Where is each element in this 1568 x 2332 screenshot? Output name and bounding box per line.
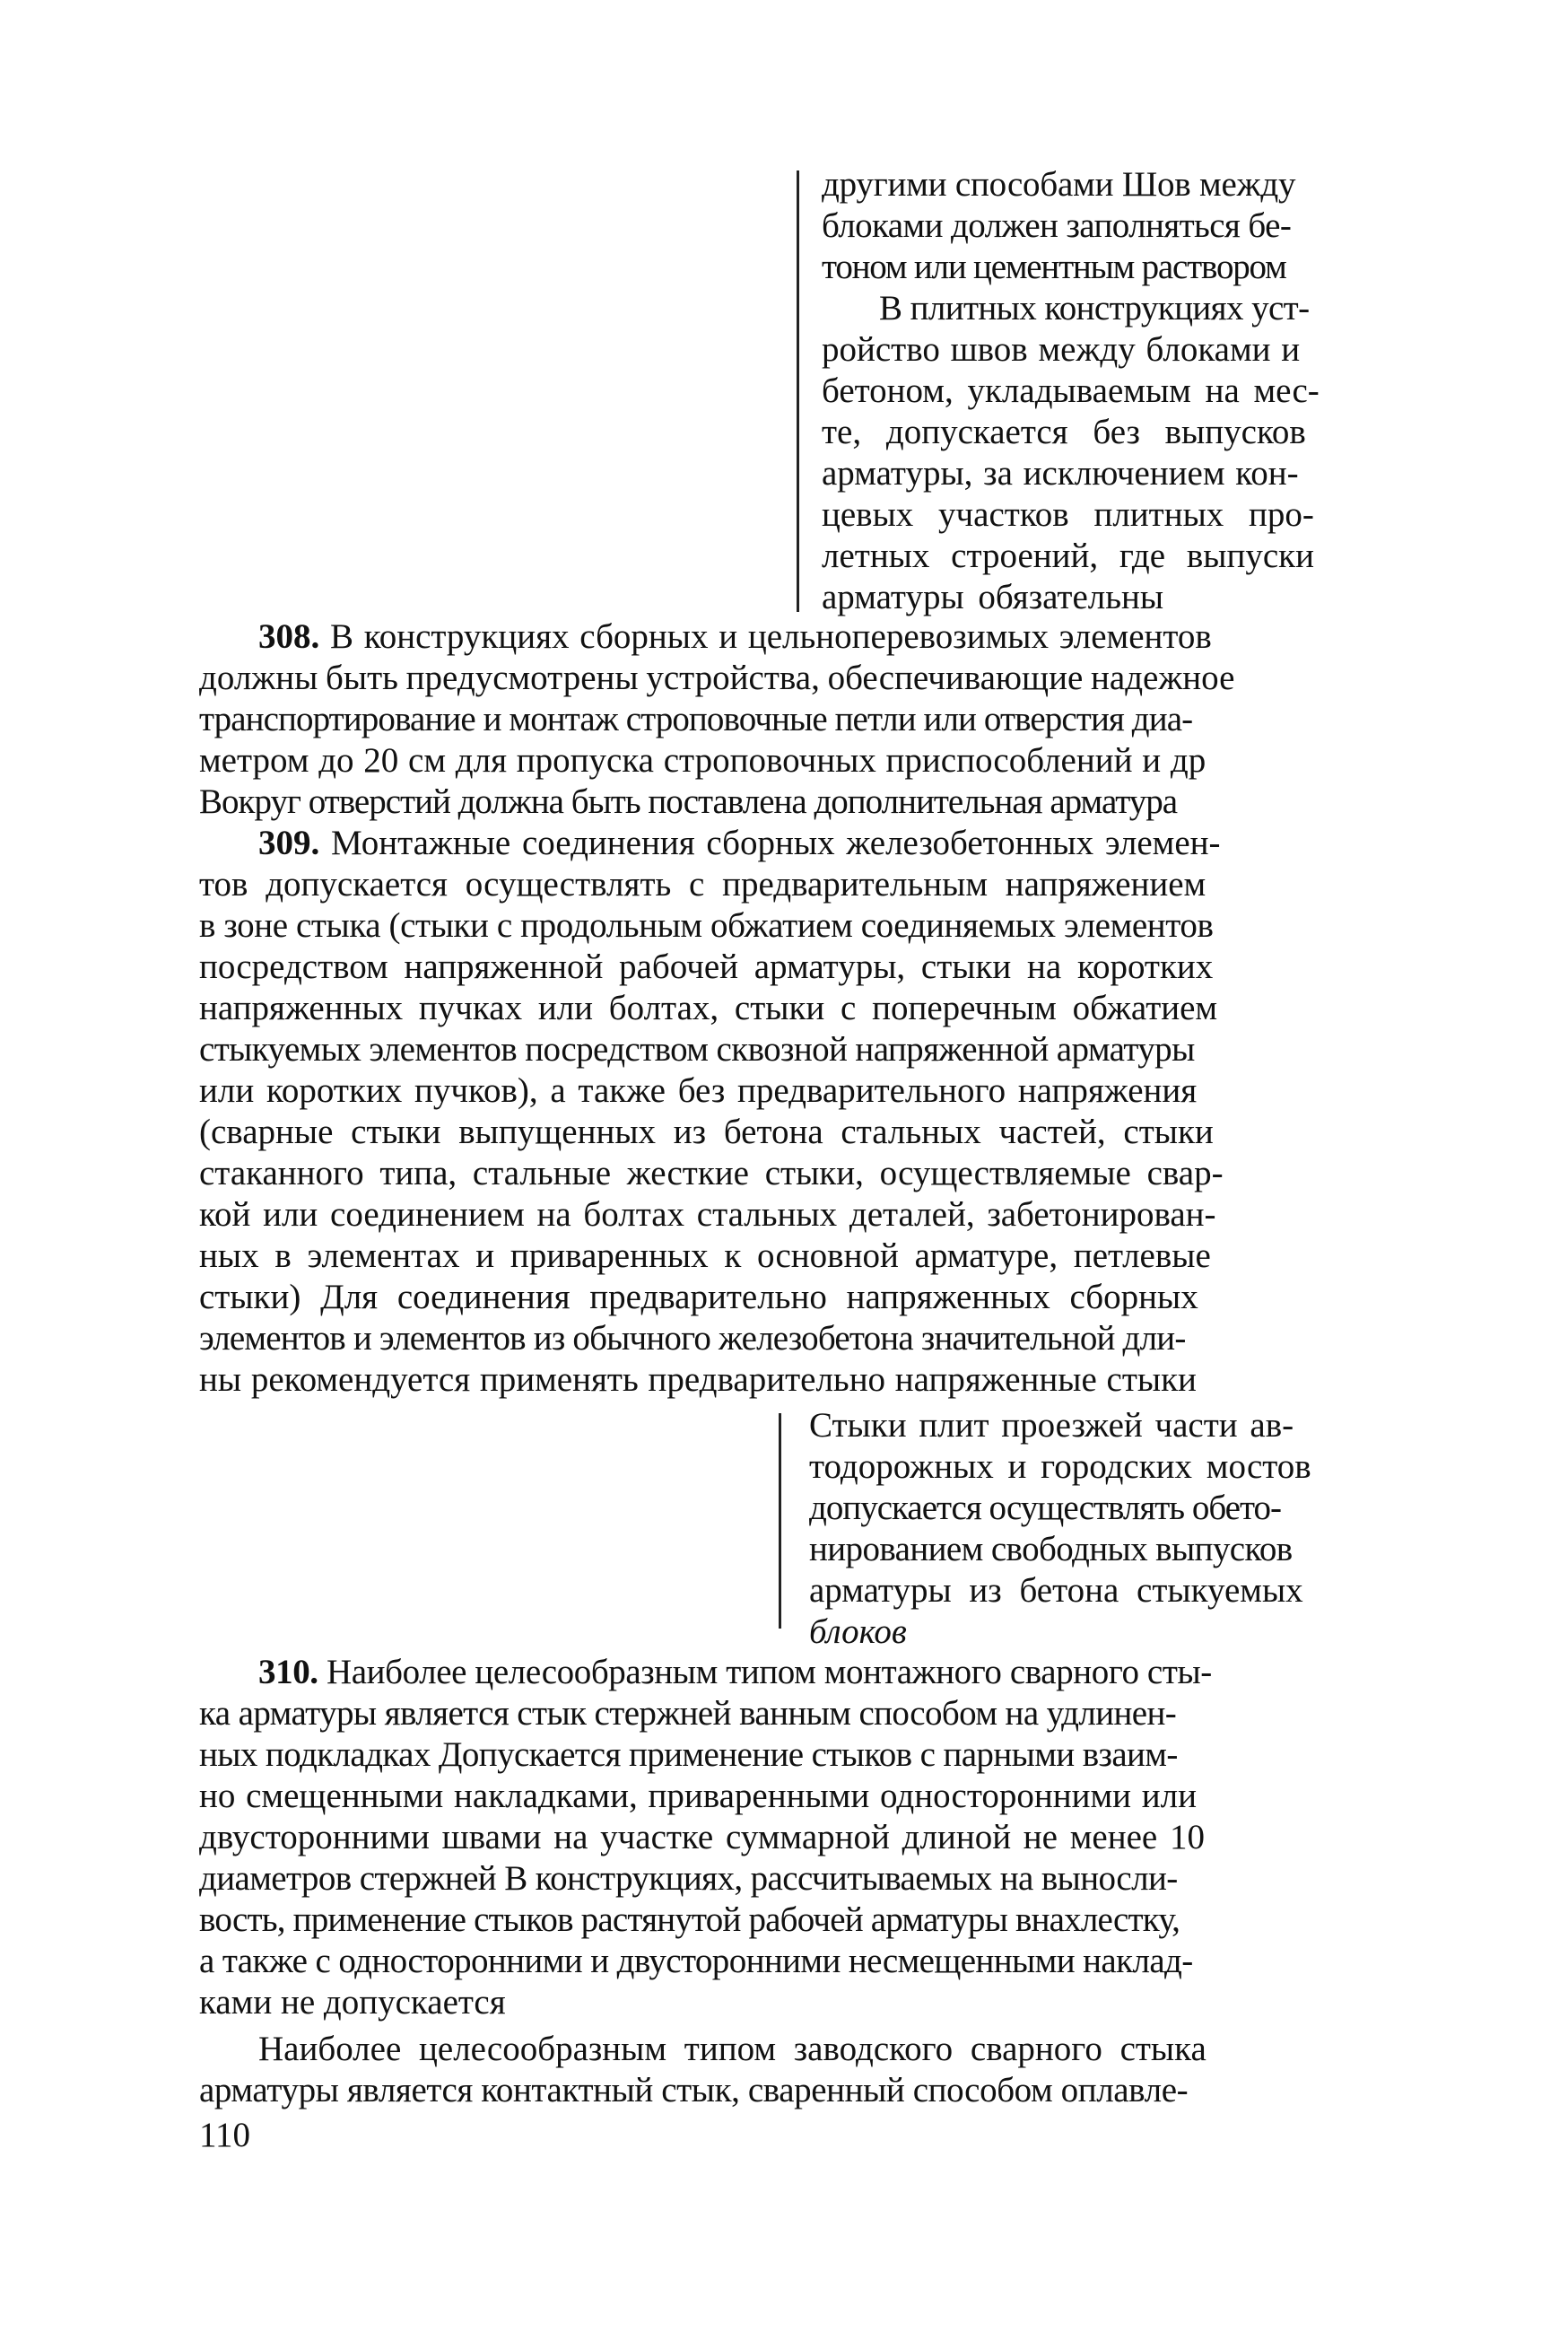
note2-line: тодорожных и городских мостов xyxy=(809,1447,1311,1486)
paragraph-line: стыкуемых элементов посредством сквозной напряженной арматуры xyxy=(199,1030,1195,1069)
note1-line: В плитных конструкциях уст- xyxy=(879,289,1310,328)
paragraph-line: посредством напряженной рабочей арматуры, стыки на коротких xyxy=(199,948,1214,986)
paragraph-line: ка арматуры является стык стержней ванным способом на удлинен- xyxy=(199,1694,1177,1733)
paragraph-line: ных подкладках Допускается применение стыков с парными взаим- xyxy=(199,1735,1178,1774)
paragraph-line: диаметров стержней В конструкциях, рассчитываемых на выносли- xyxy=(199,1859,1178,1898)
paragraph-line: (сварные стыки выпущенных из бетона стальных частей, стыки xyxy=(199,1113,1214,1151)
paragraph-first-line xyxy=(258,1651,1212,1694)
paragraph-line: элементов и элементов из обычного железобетона значительной дли- xyxy=(199,1319,1186,1358)
note1-line: арматуры обязательны xyxy=(822,578,1164,616)
note1-line: другими способами Шов между xyxy=(822,165,1296,204)
note1-line: тоном или цементным раствором xyxy=(822,248,1286,286)
paragraph-first-line xyxy=(258,822,1221,865)
paragraph-line: кой или соединением на болтах стальных деталей, забетонирован- xyxy=(199,1195,1216,1234)
note1-line: те, допускается без выпусков xyxy=(822,413,1306,451)
paragraph-line: метром до 20 см для пропуска строповочных приспособлений и др xyxy=(199,741,1206,780)
note2-line: нированием свободных выпусков xyxy=(809,1530,1293,1568)
paragraph-number: 308. xyxy=(258,617,320,656)
paragraph-line: двусторонними швами на участке суммарной длиной не менее 10 xyxy=(199,1818,1205,1856)
paragraph-line: в зоне стыка (стыки с продольным обжатием соединяемых элементов xyxy=(199,906,1214,945)
paragraph-text: Наиболее целесообразным типом монтажного сварного сты- xyxy=(318,1653,1212,1691)
note3-line: Наиболее целесообразным типом заводского сварного стыка xyxy=(258,2030,1206,2068)
paragraph-line: транспортирование и монтаж строповочные петли или отверстия диа- xyxy=(199,700,1193,738)
note1-margin-bar xyxy=(797,170,799,612)
paragraph-line: стыки) Для соединения предварительно напряженных сборных xyxy=(199,1278,1198,1316)
note1-line: летных строений, где выпуски xyxy=(822,537,1314,575)
paragraph-line: вость, применение стыков растянутой рабочей арматуры внахлестку, xyxy=(199,1900,1180,1939)
paragraph-line: стаканного типа, стальные жесткие стыки, осуществляемые свар- xyxy=(199,1154,1224,1192)
note2-line: Стыки плит проезжей части ав- xyxy=(809,1406,1294,1445)
paragraph-line: напряженных пучках или болтах, стыки с поперечным обжатием xyxy=(199,989,1218,1027)
paragraph-line: Вокруг отверстий должна быть поставлена дополнительная арматура xyxy=(199,782,1178,821)
note2-line: блоков xyxy=(809,1612,907,1651)
paragraph-line: ками не допускается xyxy=(199,1983,506,2022)
note1-line: бетоном, укладываемым на мес- xyxy=(822,371,1320,410)
paragraph-line: а также с односторонними и двусторонними несмещенными наклад- xyxy=(199,1942,1193,1980)
note1-line: ройство швов между блоками и xyxy=(822,330,1301,369)
paragraph-text: Монтажные соединения сборных железобетонных элемен- xyxy=(319,824,1221,862)
note2-line: допускается осуществлять обето- xyxy=(809,1489,1281,1527)
note2-line: арматуры из бетона стыкуемых xyxy=(809,1571,1303,1610)
note1-line: арматуры, за исключением кон- xyxy=(822,454,1299,493)
paragraph-number: 309. xyxy=(258,824,320,862)
paragraph-first-line xyxy=(258,616,1212,659)
paragraph-text: В конструкциях сборных и цельноперевозимых элементов xyxy=(319,617,1212,656)
paragraph-line: или коротких пучков), а также без предварительного напряжения xyxy=(199,1071,1198,1110)
paragraph-line: тов допускается осуществлять с предварительным напряжением xyxy=(199,865,1206,904)
note3-line: арматуры является контактный стык, сваренный способом оплавле- xyxy=(199,2071,1189,2109)
paragraph-line: ны рекомендуется применять предварительно напряженные стыки xyxy=(199,1360,1197,1399)
paragraph-line: должны быть предусмотрены устройства, обеспечивающие надежное xyxy=(199,659,1235,697)
paragraph-number: 310. xyxy=(258,1653,318,1691)
paragraph-line: но смещенными накладками, приваренными односторонними или xyxy=(199,1777,1197,1815)
paragraph-line: ных в элементах и приваренных к основной арматуре, петлевые xyxy=(199,1236,1211,1275)
page-number: 110 xyxy=(199,2116,251,2154)
note2-margin-bar xyxy=(779,1413,781,1629)
note1-line: цевых участков плитных про- xyxy=(822,495,1314,534)
note1-line: блоками должен заполняться бе- xyxy=(822,206,1292,245)
